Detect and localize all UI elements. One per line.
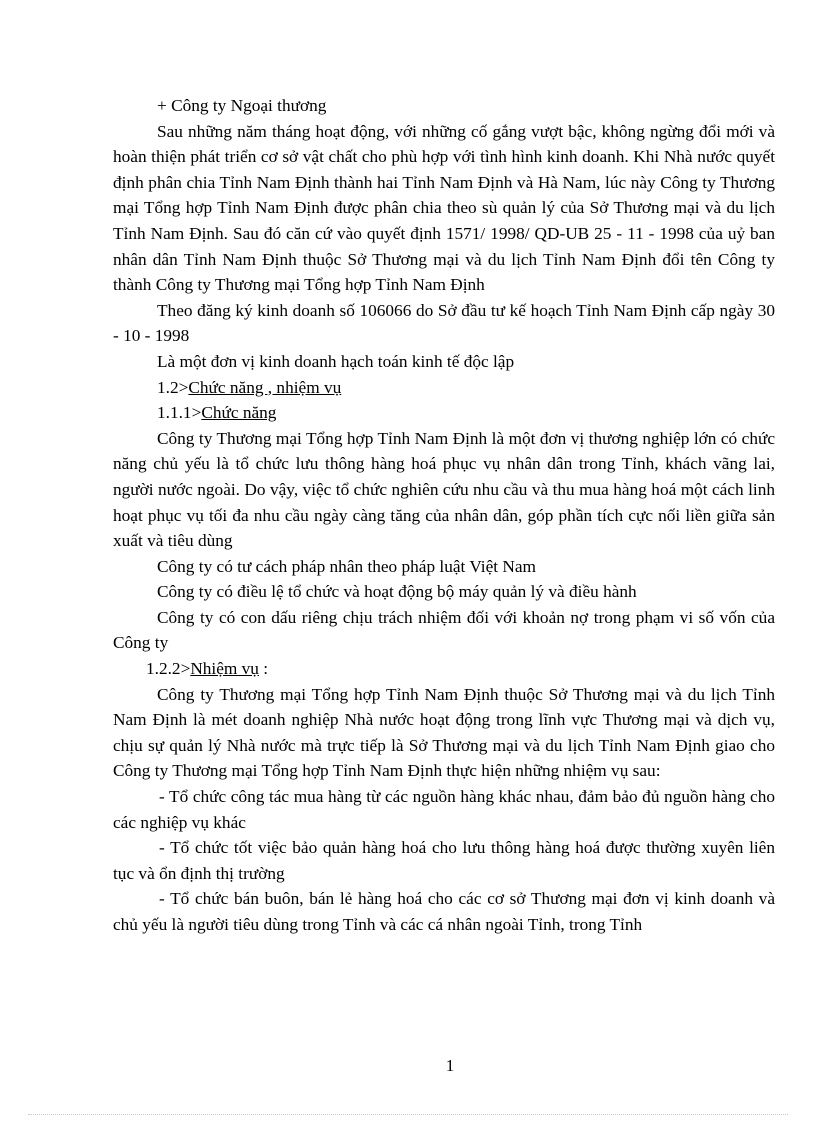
subsection-number: 1.2.2> [146,659,191,679]
subsection-number: 1.1.1> [157,403,202,423]
paragraph-legal-entity: Công ty có tư cách pháp nhân theo pháp luật Việt Nam [157,556,536,576]
subsection-heading-duties [113,656,775,682]
subsection-title: Chức năng [201,403,277,423]
paragraph-seal: Công ty có con dấu riêng chịu trách nhiệm đối với khoản nợ trong phạm vi số vốn của Công ty [113,607,775,653]
paragraph-duties-intro: Công ty Thương mại Tổng hợp Tỉnh Nam Định thuộc Sở Thương mại và du lịch Tỉnh Nam Định là mét doanh nghiệp Nhà nước hoạt động trong lĩnh vực Thương mại và dịch vụ, chịu sự quản lý Nhà nước mà trực tiếp là Sở Thương mại và du lịch Tỉnh Nam Định giao cho Công ty Thương mại Tổng hợp Tỉnh Nam Định thực hiện những nhiệm vụ sau: [113,684,775,781]
list-item-duty-sales: - Tổ chức bán buôn, bán lẻ hàng hoá cho các cơ sở Thương mại đơn vị kinh doanh và chủ yếu là người tiêu dùng trong Tỉnh và các cá nhân ngoài Tỉnh, trong Tỉnh [113,889,775,934]
subsection-heading-functions [113,400,775,426]
list-item-duty-storage: - Tổ chức tốt việc bảo quản hàng hoá cho lưu thông hàng hoá được thường xuyên liên tục và ổn định thị trường [113,838,775,883]
paragraph-company-type: + Công ty Ngoại thương [157,96,327,115]
section-heading-functions-duties [113,375,775,401]
list-item-duty-purchasing: - Tổ chức công tác mua hàng từ các nguồn hàng khác nhau, đảm bảo đủ nguồn hàng cho các nghiệp vụ khác [113,787,775,832]
paragraph-independent-unit: Là một đơn vị kinh doanh hạch toán kinh tế độc lập [157,351,515,371]
document-body [113,93,775,938]
paragraph-history: Sau những năm tháng hoạt động, với những cố gắng vượt bậc, không ngừng đổi mới và hoàn thiện phát triển cơ sở vật chất cho phù hợp với tình hình kinh doanh. Khi Nhà nước quyết định phân chia Tỉnh Nam Định thành hai Tỉnh Nam Định và Hà Nam, lúc này Công ty Thương mại Tổng hợp Tỉnh Nam Định được phân chia theo sù quản lý của Sở Thương mại và du lịch Tỉnh Nam Định. Sau đó căn cứ vào quyết định 1571/ 1998/ QD-UB 25 - 11 - 1998 của uỷ ban nhân dân Tỉnh Nam Định thuộc Sở Thương mại và du lịch Tỉnh Nam Định đổi tên Công ty thành Công ty Thương mại Tổng hợp Tỉnh Nam Định [113,121,775,295]
page-bottom-edge [28,1114,788,1115]
paragraph-functions: Công ty Thương mại Tổng hợp Tỉnh Nam Định là một đơn vị thương nghiệp lớn có chức năng chủ yếu là tổ chức lưu thông hàng hoá phục vụ nhân dân trong Tỉnh, khách vãng lai, người nước ngoài. Do vậy, việc tổ chức nghiên cứu nhu cầu và thu mua hàng hoá một cách linh hoạt phục vụ tối đa nhu cầu ngày càng tăng của nhân dân, góp phần tích cực nối liền giữa sản xuất và tiêu dùng [113,428,775,551]
paragraph-business-registration: Theo đăng ký kinh doanh số 106066 do Sở đầu tư kế hoạch Tỉnh Nam Định cấp ngày 30 - 10 - 1998 [113,300,775,346]
page-number: 1 [445,1056,455,1075]
section-number: 1.2> [157,377,189,397]
section-title: Chức năng , nhiệm vụ [188,377,342,397]
subsection-title: Nhiệm vụ [190,659,259,679]
subsection-suffix: : [258,659,269,679]
paragraph-charter: Công ty có điều lệ tổ chức và hoạt động bộ máy quản lý và điều hành [157,582,637,602]
